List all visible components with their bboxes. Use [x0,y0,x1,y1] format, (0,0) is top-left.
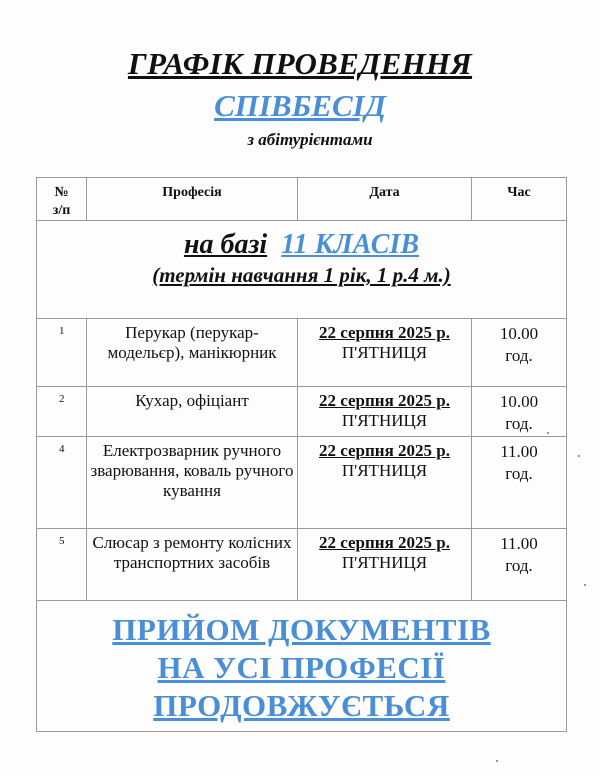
row-time-unit: год. [505,346,533,365]
notice-line-3: ПРОДОВЖУЄТЬСЯ [153,688,450,723]
row-time-value: 10.00 [499,392,539,411]
column-header-profession: Професія [87,178,298,221]
table-row [37,437,567,529]
row-weekday: П'ЯТНИЦЯ [341,461,428,480]
row-number: 5 [37,529,87,601]
scan-speck [578,455,580,457]
row-time-value: 10.00 [499,324,539,343]
row-time-value: 11.00 [500,442,538,461]
row-weekday: П'ЯТНИЦЯ [341,553,428,572]
scan-speck [496,760,498,762]
row-time-unit: год. [505,414,533,433]
table-header-row [37,178,567,221]
documents-notice [37,601,567,732]
row-profession: Електрозварник ручного зварювання, коваль ручного кування [87,437,298,529]
row-profession: Кухар, офіціант [87,387,298,437]
banner-duration: (термін навчання 1 рік, 1 р.4 м.) [152,263,451,287]
table-row [37,319,567,387]
scan-speck [547,432,549,434]
page-title-highlight: СПІВБЕСІД [214,88,386,123]
column-header-time: Час [472,178,567,221]
row-date [298,529,472,601]
row-profession: Перукар (перукар-модельєр), манікюрник [87,319,298,387]
row-time-unit: год. [505,464,533,483]
row-date [298,387,472,437]
banner-row [37,221,567,319]
row-weekday: П'ЯТНИЦЯ [341,411,428,430]
table-row [37,387,567,437]
notice-line-1: ПРИЙОМ ДОКУМЕНТІВ [112,612,491,647]
row-date [298,319,472,387]
row-date-value: 22 серпня 2025 р. [319,391,450,410]
footer-row [37,601,567,732]
row-number: 2 [37,387,87,437]
row-time [472,387,567,437]
row-time-value: 11.00 [500,534,538,553]
row-time [472,437,567,529]
row-weekday: П'ЯТНИЦЯ [341,343,428,362]
row-time [472,319,567,387]
column-header-date: Дата [298,178,472,221]
row-number: 1 [37,319,87,387]
row-time-unit: год. [505,556,533,575]
row-date-value: 22 серпня 2025 р. [319,533,450,552]
row-date-value: 22 серпня 2025 р. [319,441,450,460]
schedule-table [36,177,567,732]
notice-line-2: НА УСІ ПРОФЕСІЇ [157,650,446,685]
column-header-number-sign: № [54,185,69,200]
table-row [37,529,567,601]
row-time [472,529,567,601]
banner-highlight: 11 КЛАСІВ [281,229,420,260]
row-profession: Слюсар з ремонту колісних транспортних засобів [87,529,298,601]
row-number: 4 [37,437,87,529]
column-header-number [37,178,87,221]
education-base-banner [37,221,567,319]
page-subtitle: з абітурієнтами [247,130,373,149]
row-date-value: 22 серпня 2025 р. [319,323,450,342]
row-date [298,437,472,529]
column-header-number-label: з/п [52,203,71,218]
banner-prefix: на базі [183,229,268,260]
page-title: ГРАФІК ПРОВЕДЕННЯ [127,46,473,81]
scan-speck [584,584,586,586]
